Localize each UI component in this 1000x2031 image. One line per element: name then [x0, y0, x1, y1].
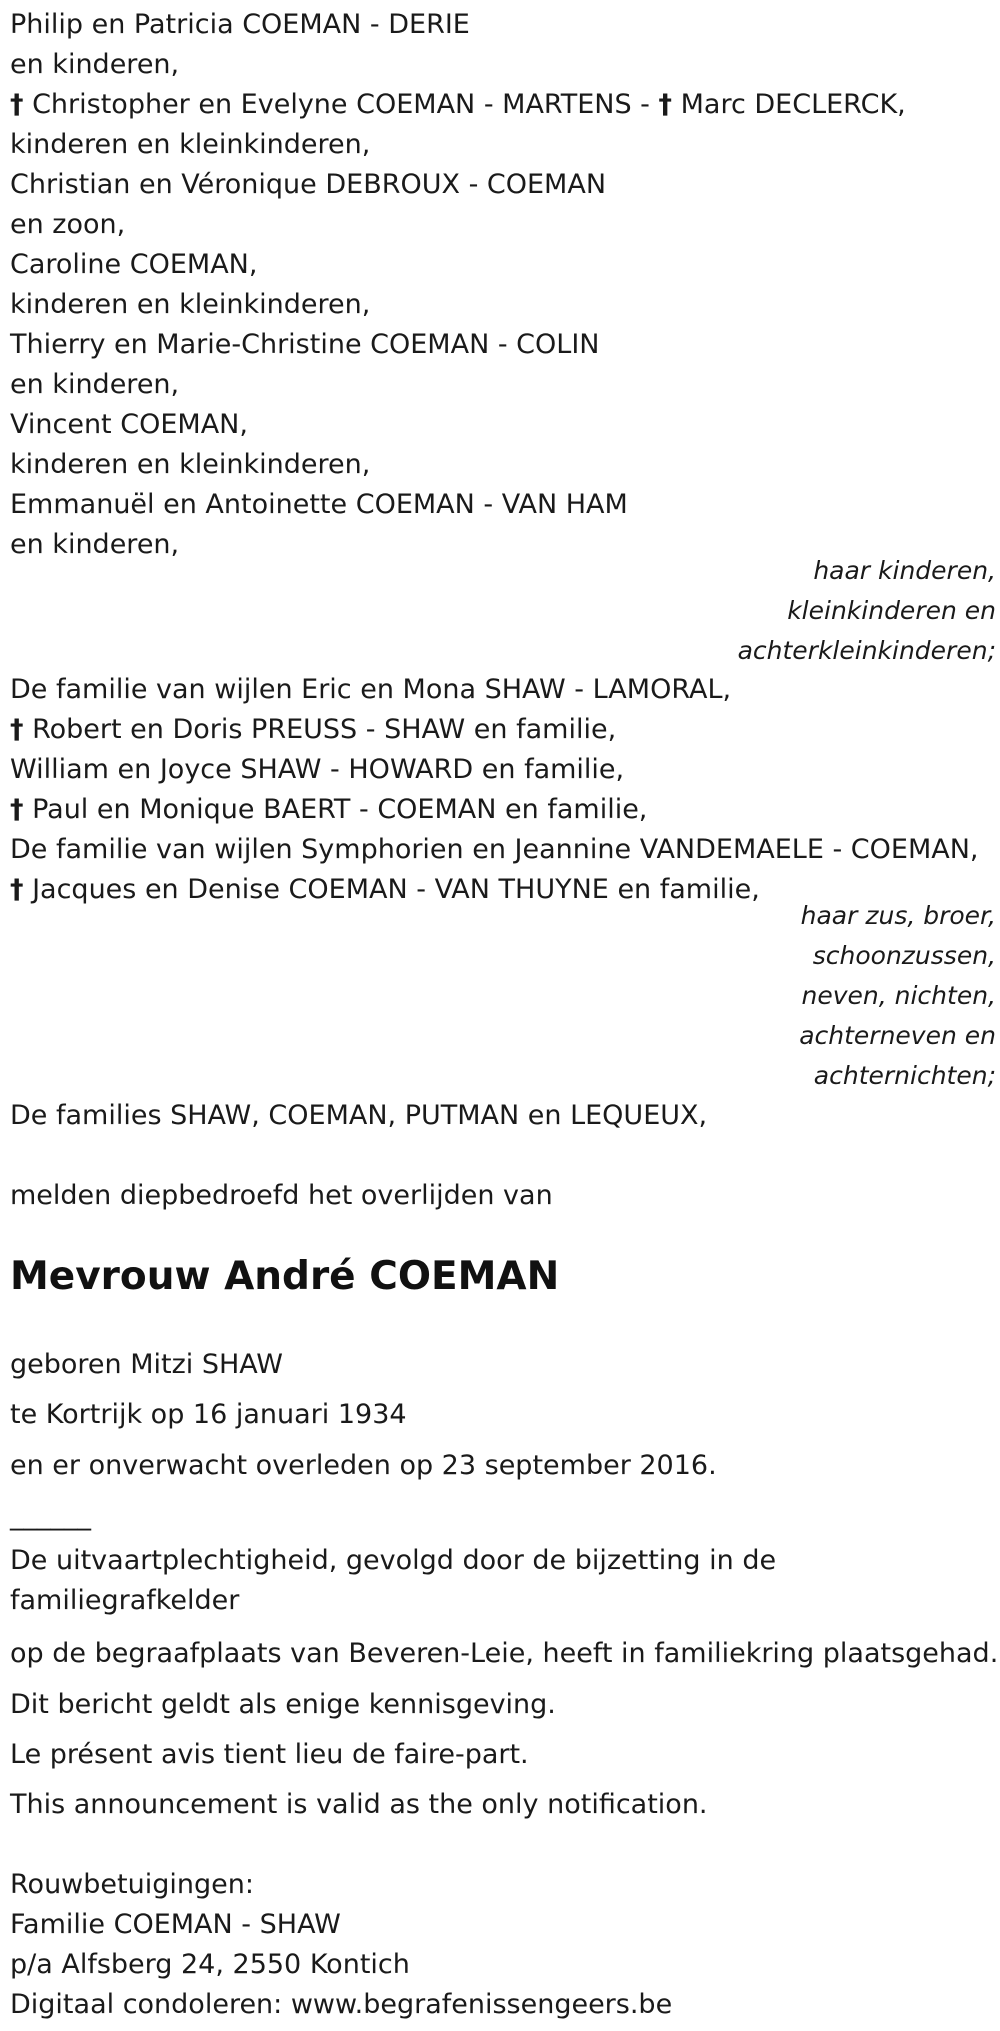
funeral-line: This announcement is valid as the only notification. [10, 1789, 708, 1820]
family-line: † Jacques en Denise COEMAN - VAN THUYNE en familie, [10, 874, 760, 905]
announcement-text: melden diepbedroefd het overlijden van [10, 1180, 553, 1211]
family-line: Vincent COEMAN, [10, 409, 248, 440]
cross-icon: † [658, 89, 673, 120]
family-line: kinderen en kleinkinderen, [10, 129, 371, 160]
family-line: kinderen en kleinkinderen, [10, 289, 371, 320]
separator: ______ [10, 1500, 91, 1531]
families-line: De families SHAW, COEMAN, PUTMAN en LEQUEUX, [10, 1100, 708, 1131]
family-line: en kinderen, [10, 369, 180, 400]
family-line: De familie van wijlen Symphorien en Jeannine VANDEMAELE - COEMAN, [10, 834, 979, 865]
relation-line: achterkleinkinderen; [737, 636, 996, 665]
relation-line: haar kinderen, [813, 556, 996, 585]
family-line: Caroline COEMAN, [10, 249, 258, 280]
relation-line: kleinkinderen en [787, 596, 996, 625]
funeral-line: Le présent avis tient lieu de faire-part. [10, 1739, 529, 1770]
condolences-family: Familie COEMAN - SHAW [10, 1909, 341, 1940]
family-line: Thierry en Marie-Christine COEMAN - COLIN [10, 329, 600, 360]
family-line: † Christopher en Evelyne COEMAN - MARTENS - † Marc DECLERCK, [10, 89, 906, 120]
family-line: en kinderen, [10, 529, 180, 560]
family-line: † Paul en Monique BAERT - COEMAN en familie, [10, 794, 648, 825]
relation-line: schoonzussen, [812, 941, 996, 970]
family-line: Philip en Patricia COEMAN - DERIE [10, 9, 470, 40]
family-line: De familie van wijlen Eric en Mona SHAW - LAMORAL, [10, 674, 732, 705]
family-line: William en Joyce SHAW - HOWARD en familie, [10, 754, 625, 785]
family-line: Emmanuël en Antoinette COEMAN - VAN HAM [10, 489, 628, 520]
death-info: en er onverwacht overleden op 23 september 2016. [10, 1450, 717, 1481]
relation-line: haar zus, broer, [800, 901, 996, 930]
funeral-line: familiegrafkelder [10, 1585, 240, 1616]
relation-line: achternichten; [813, 1061, 996, 1090]
cross-icon: † [10, 874, 24, 905]
condolences-address: p/a Alfsberg 24, 2550 Kontich [10, 1949, 410, 1980]
birth-name: geboren Mitzi SHAW [10, 1349, 283, 1380]
relation-line: achterneven en [799, 1021, 996, 1050]
cross-icon: † [10, 714, 24, 745]
family-line: Christian en Véronique DEBROUX - COEMAN [10, 169, 607, 200]
cross-icon: † [10, 89, 24, 120]
deceased-name: Mevrouw André COEMAN [10, 1254, 560, 1299]
funeral-line: De uitvaartplechtigheid, gevolgd door de bijzetting in de [10, 1545, 777, 1576]
condolences-website: Digitaal condoleren: www.begrafenissengeers.be [10, 1989, 673, 2020]
family-line: en zoon, [10, 209, 126, 240]
birth-info: te Kortrijk op 16 januari 1934 [10, 1399, 407, 1430]
family-line: † Robert en Doris PREUSS - SHAW en familie, [10, 714, 617, 745]
funeral-line: op de begraafplaats van Beveren-Leie, heeft in familiekring plaatsgehad. [10, 1638, 999, 1669]
family-line: en kinderen, [10, 49, 180, 80]
condolences-heading: Rouwbetuigingen: [10, 1869, 254, 1900]
family-line: kinderen en kleinkinderen, [10, 449, 371, 480]
funeral-line: Dit bericht geldt als enige kennisgeving. [10, 1689, 556, 1720]
relation-line: neven, nichten, [801, 981, 996, 1010]
cross-icon: † [10, 794, 24, 825]
